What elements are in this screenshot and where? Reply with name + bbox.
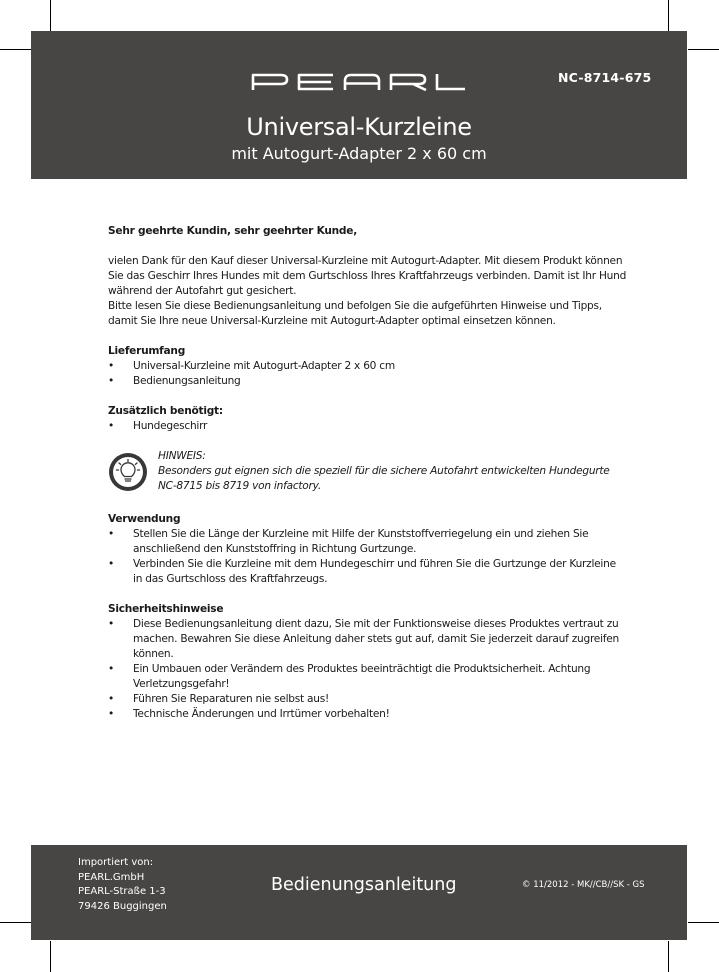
list-item: • Ein Umbauen oder Verändern des Produktes beeinträchtigt die Produktsicherheit. Achtung Verletzungsgefahr! [108,662,628,692]
product-subtitle: mit Autogurt-Adapter 2 x 60 cm [231,144,487,163]
importer-line: PEARL-Straße 1-3 [78,886,166,897]
crop-mark [50,941,51,972]
crop-mark [668,941,669,972]
note-label: HINWEIS: [158,450,206,462]
importer-line: 79426 Buggingen [78,900,167,912]
header-band [31,31,687,179]
safety-list [108,617,628,722]
product-title: Universal-Kurzleine [246,113,472,141]
required-list [108,419,628,434]
list-item: • Führen Sie Reparaturen nie selbst aus! [108,692,628,707]
crop-mark [0,922,31,923]
crop-mark [688,49,719,50]
lightbulb-icon [108,452,148,492]
note-box [108,449,628,497]
intro-paragraph: vielen Dank für den Kauf dieser Universal-Kurzleine mit Autogurt-Adapter. Mit diesem Produkt können Sie das Geschirr Ihres Hundes mit dem Gurtschloss Ihres Kraftfahrzeugs verbinden. Damit ist Ihr Hund während der Autofahrt gut gesichert. [108,255,627,297]
importer-line: Importiert von: [78,857,154,868]
product-code: NC-8714-675 [558,70,652,85]
list-item: • Bedienungsanleitung [108,374,628,389]
section-title-safety: Sicherheitshinweise [108,603,224,615]
footer-band [31,845,687,940]
intro-paragraph: Bitte lesen Sie diese Bedienungsanleitung und befolgen Sie die aufgeführten Hinweise und Tipps, damit Sie Ihre neue Universal-Kurzleine mit Autogurt-Adapter optimal einsetzen können. [108,300,602,327]
scope-list [108,359,628,389]
importer-line: PEARL.GmbH [78,871,145,883]
list-item: • Stellen Sie die Länge der Kurzleine mit Hilfe der Kunststoffverriegelung ein und ziehen Sie anschließend den Kunststoffring in Richtung Gurtzunge. [108,527,628,557]
section-title-scope: Lieferumfang [108,345,186,357]
manual-label: Bedienungsanleitung [271,875,457,895]
note-text [158,449,628,494]
list-item: • Verbinden Sie die Kurzleine mit dem Hundegeschirr und führen Sie die Gurtzunge der Kurzleine in das Gurtschloss des Kraftfahrzeugs. [108,557,628,587]
list-item: • Hundegeschirr [108,419,628,434]
usage-list [108,527,628,587]
pearl-logo [251,73,467,91]
crop-mark [0,49,31,50]
section-title-usage: Verwendung [108,513,181,525]
list-item: • Universal-Kurzleine mit Autogurt-Adapter 2 x 60 cm [108,359,628,374]
manual-content [108,224,628,722]
greeting: Sehr geehrte Kundin, sehr geehrter Kunde, [108,225,357,237]
list-item: • Diese Bedienungsanleitung dient dazu, Sie mit der Funktionsweise dieses Produktes vertraut zu machen. Bewahren Sie diese Anleitung daher stets gut auf, damit Sie jederzeit darauf zugreifen können. [108,617,628,662]
copyright: © 11/2012 - MK//CB//SK - GS [522,880,645,890]
importer-address [78,856,167,914]
crop-mark [668,0,669,31]
list-item: • Technische Änderungen und Irrtümer vorbehalten! [108,707,628,722]
crop-mark [50,0,51,31]
crop-mark [688,922,719,923]
section-title-required: Zusätzlich benötigt: [108,405,223,417]
note-body: Besonders gut eignen sich die speziell für die sichere Autofahrt entwickelten Hundegurte NC-8715 bis 8719 von infactory. [158,465,610,492]
